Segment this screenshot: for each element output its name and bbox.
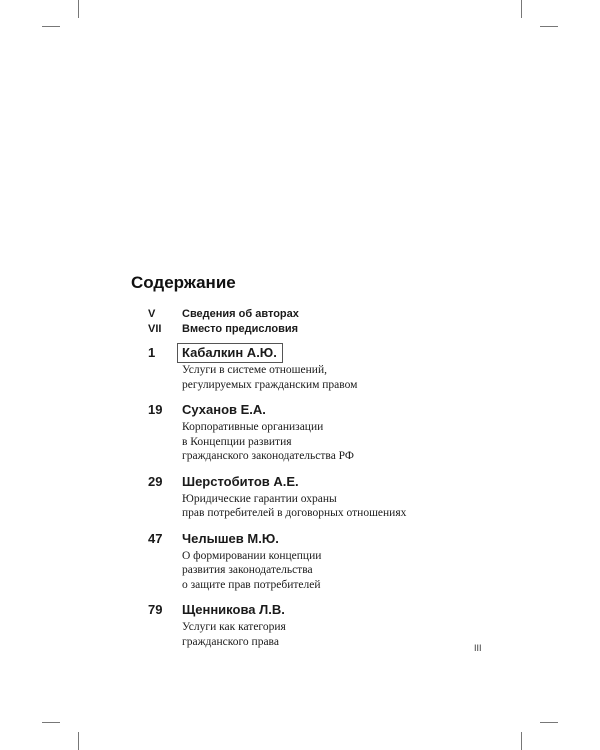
front-matter-title: Сведения об авторах bbox=[182, 308, 299, 320]
toc-entry[interactable] bbox=[148, 343, 478, 392]
entry-author: Суханов Е.А. bbox=[182, 402, 266, 417]
crop-mark bbox=[540, 722, 558, 723]
entry-author: Челышев М.Ю. bbox=[182, 530, 279, 546]
entry-title-line: Юридические гарантии охраны bbox=[182, 492, 337, 505]
entry-title-line: О формировании концепции bbox=[182, 549, 322, 562]
entry-page-number: 79 bbox=[148, 602, 163, 617]
front-matter-page: VII bbox=[148, 323, 162, 335]
crop-mark bbox=[42, 26, 60, 27]
crop-mark bbox=[521, 0, 522, 18]
front-matter-page: V bbox=[148, 308, 156, 320]
crop-mark bbox=[42, 722, 60, 723]
entry-body bbox=[182, 472, 478, 521]
page-number: III bbox=[474, 643, 482, 653]
toc-title: Содержание bbox=[131, 273, 236, 292]
entry-title-line: Корпоративные организации bbox=[182, 421, 324, 433]
toc-entry[interactable] bbox=[148, 529, 478, 593]
entry-title-line: гражданского законодательства РФ bbox=[182, 450, 354, 462]
entry-body bbox=[182, 529, 478, 593]
entry-author: Щенникова Л.В. bbox=[182, 602, 285, 617]
front-matter-item[interactable] bbox=[148, 322, 478, 337]
entry-title-line: в Концепции развития bbox=[182, 435, 292, 448]
entry-title-line: Услуги в системе отношений, bbox=[182, 364, 327, 376]
entry-author[interactable]: Кабалкин А.Ю. bbox=[177, 343, 283, 363]
entry-title-line: гражданского права bbox=[182, 635, 279, 648]
entry-body bbox=[182, 400, 478, 464]
entry-title-line: о защите прав потребителей bbox=[182, 578, 321, 591]
entry-title-line: регулируемых гражданским правом bbox=[182, 378, 358, 391]
entry-title-line: Услуги как категория bbox=[182, 621, 286, 633]
entry-author-row bbox=[182, 343, 478, 363]
crop-mark bbox=[540, 26, 558, 27]
front-matter-title: Вместо предисловия bbox=[182, 323, 299, 335]
entry-page-number: 29 bbox=[148, 473, 163, 489]
entry-body bbox=[182, 600, 478, 649]
crop-mark bbox=[78, 0, 79, 18]
toc-entry[interactable] bbox=[148, 400, 478, 464]
entry-page-number: 47 bbox=[148, 530, 163, 546]
toc-entry[interactable] bbox=[148, 472, 478, 521]
crop-mark bbox=[521, 732, 522, 750]
entry-author: Шерстобитов А.Е. bbox=[182, 473, 299, 489]
crop-mark bbox=[78, 732, 79, 750]
entry-page-number: 19 bbox=[148, 402, 163, 417]
toc-entry[interactable] bbox=[148, 600, 478, 649]
front-matter-list bbox=[148, 307, 478, 337]
toc-entries bbox=[148, 343, 478, 649]
entry-title-line: развития законодательства bbox=[182, 564, 313, 576]
front-matter-item[interactable] bbox=[148, 307, 478, 322]
entry-body bbox=[182, 343, 478, 392]
entry-title-line: прав потребителей в договорных отношениях bbox=[182, 507, 407, 519]
entry-page-number: 1 bbox=[148, 345, 156, 360]
